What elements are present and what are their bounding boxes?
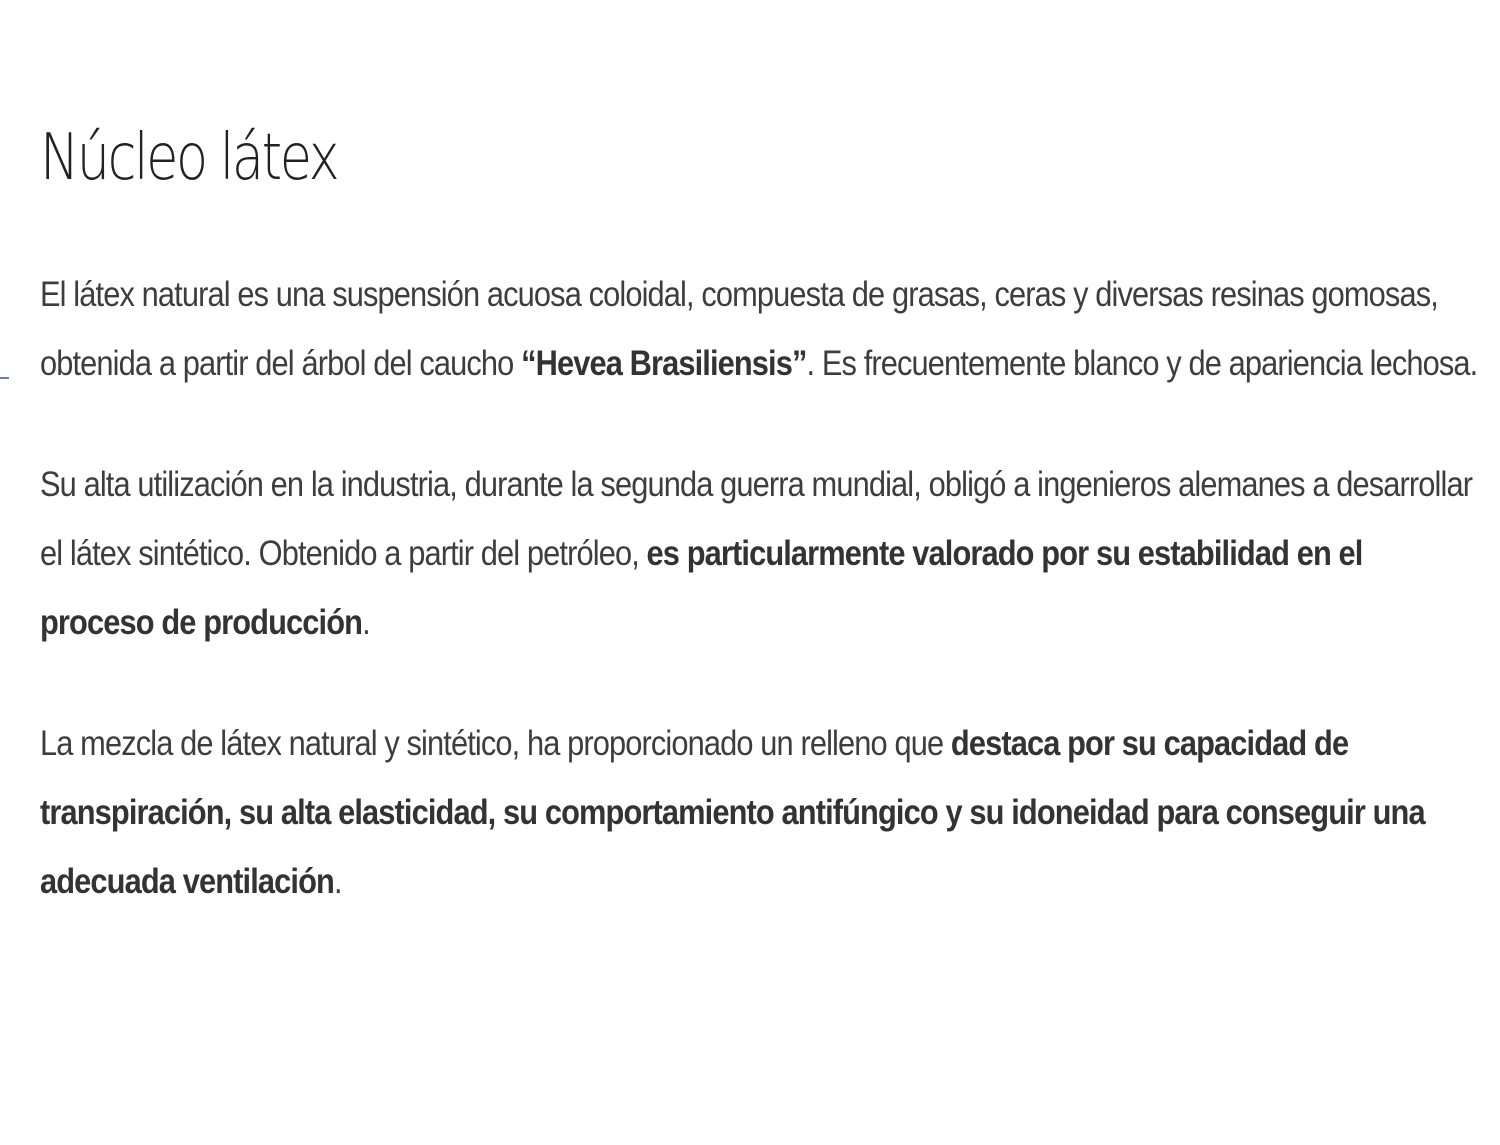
paragraph-text: . [362, 603, 370, 642]
bold-highlight: “Hevea Brasiliensis” [521, 344, 807, 383]
article-content [40, 118, 1480, 916]
paragraph-synthetic-latex [40, 450, 1483, 657]
paragraph-latex-mix [40, 709, 1483, 916]
page-title: Núcleo látex [40, 121, 338, 195]
paragraph-text: El látex natural es una suspensión acuosa coloidal, compuesta de grasas, ceras y diversas resinas gomosas, obtenida a partir del árbol del caucho [40, 275, 1438, 383]
paragraph-text: . [333, 862, 342, 901]
paragraph-text: Su alta utilización en la industria, durante la segunda guerra mundial, obligó a ingenieros alemanes a desarrollar el látex sintético. Obtenido a partir del petróleo, [40, 465, 1473, 573]
paragraph-text: . Es frecuentemente blanco y de apariencia lechosa. [806, 344, 1478, 383]
paragraph-text: La mezcla de látex natural y sintético, ha proporcionado un relleno que [40, 724, 951, 763]
bold-highlight: destaca por su capacidad de transpiración, su alta elasticidad, su comportamiento antifúngico y su idoneidad para conseguir una adecuada ventilación [40, 724, 1425, 901]
bold-highlight: es particularmente valorado por su estabilidad en el proceso de producción [40, 534, 1363, 642]
paragraph-natural-latex [40, 260, 1483, 398]
left-edge-marker [0, 377, 9, 379]
